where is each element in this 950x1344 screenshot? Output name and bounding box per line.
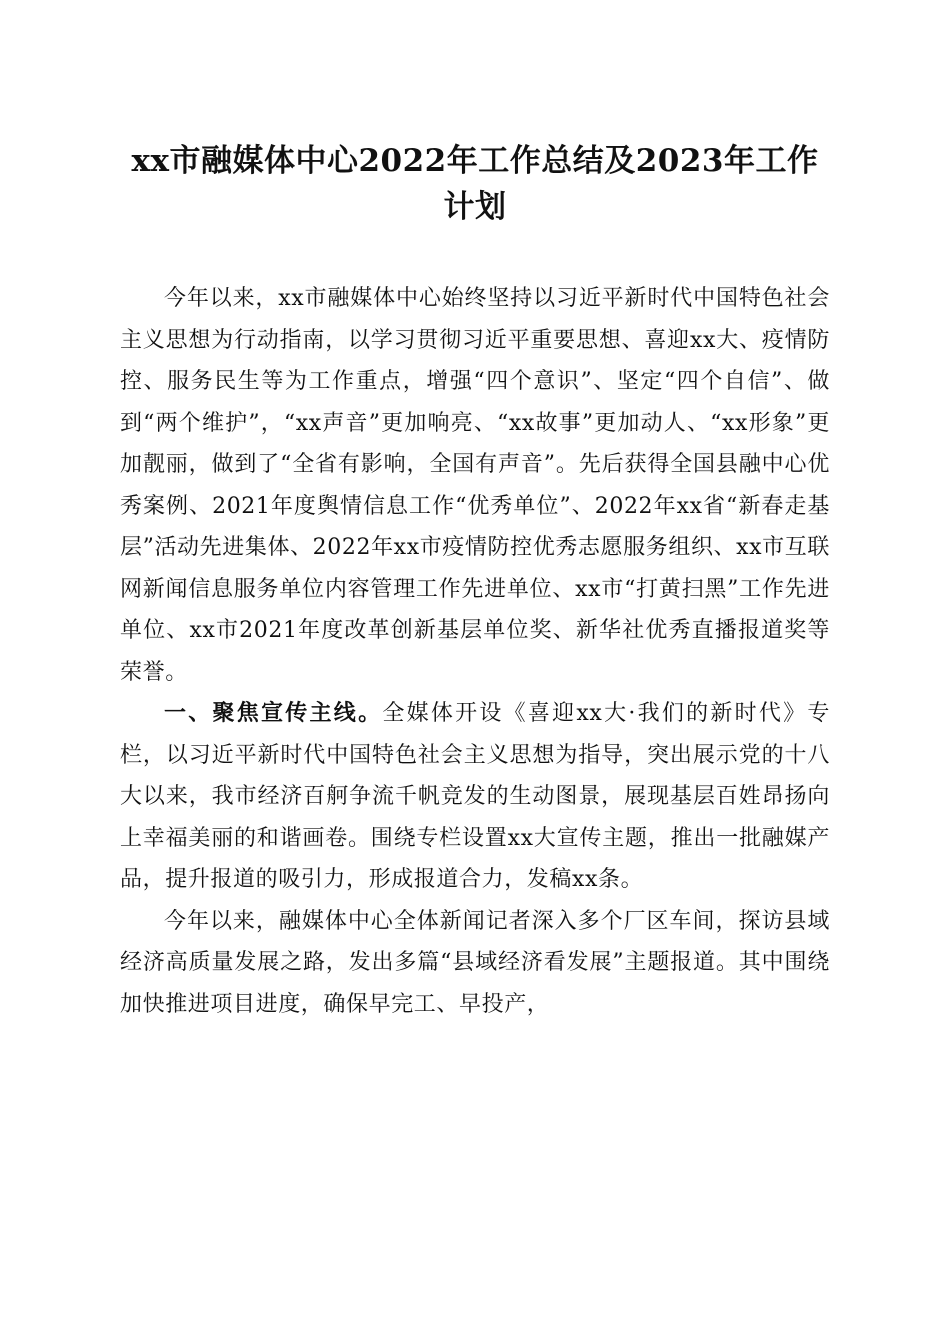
paragraph-reporting bbox=[120, 901, 830, 1026]
paragraph-section-1 bbox=[120, 693, 830, 901]
section-heading: 一、聚焦宣传主线。 bbox=[164, 700, 383, 726]
document-body bbox=[120, 278, 830, 1025]
paragraph-text: 今年以来，xx市融媒体中心始终坚持以习近平新时代中国特色社会主义思想为行动指南，以学习贯彻习近平重要思想、喜迎xx大、疫情防控、服务民生等为工作重点，增强“四个意识”、坚定“四个自信”、做到“两个维护”，“xx声音”更加响亮、“xx故事”更加动人、“xx形象”更加靓丽，做到了“全省有影响，全国有声音”。先后获得全国县融中心优秀案例、2021年度舆情信息工作“优秀单位”、2022年xx省“新春走基层”活动先进集体、2022年xx市疫情防控优秀志愿服务组织、xx市互联网新闻信息服务单位内容管理工作先进单位、xx市“打黄扫黑”工作先进单位、xx市2021年度改革创新基层单位奖、新华社优秀直播报道奖等荣誉。 bbox=[120, 286, 830, 685]
paragraph-intro bbox=[120, 278, 830, 693]
paragraph-text: 全媒体开设《喜迎xx大·我们的新时代》专栏，以习近平新时代中国特色社会主义思想为指导，突出展示党的十八大以来，我市经济百舸争流千帆竞发的生动图景，展现基层百姓昂扬向上幸福美丽的和谐画卷。围绕专栏设置xx大宣传主题，推出一批融媒产品，提升报道的吸引力，形成报道合力，发稿xx条。 bbox=[120, 701, 830, 892]
paragraph-text: 今年以来，融媒体中心全体新闻记者深入多个厂区车间，探访县域经济高质量发展之路，发出多篇“县域经济看发展”主题报道。其中围绕加快推进项目进度，确保早完工、早投产， bbox=[120, 908, 830, 1017]
document-title: xx市融媒体中心2022年工作总结及2023年工作计划 bbox=[131, 143, 819, 225]
